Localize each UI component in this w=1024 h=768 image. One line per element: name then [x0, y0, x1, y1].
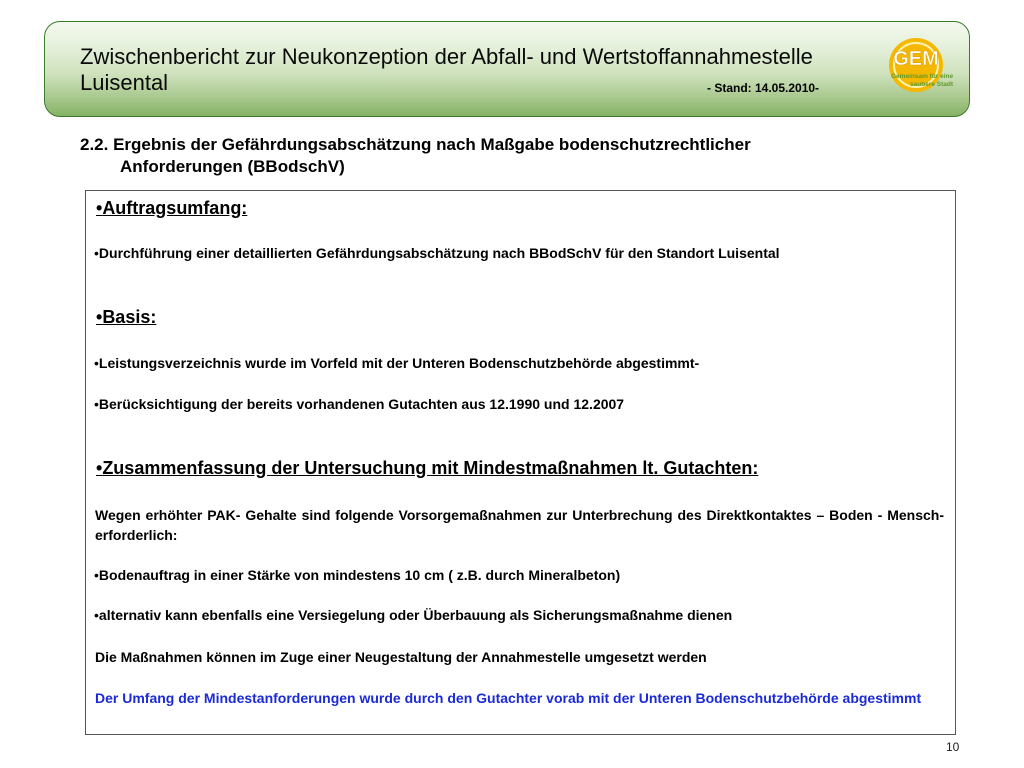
auftragsumfang-heading: •Auftragsumfang: [96, 198, 248, 218]
slide-title-line2: Luisental [80, 70, 169, 95]
basis-heading: •Basis: [96, 307, 157, 327]
logo-tagline-2: saubere Stadt [910, 81, 953, 88]
slide-title-line1: Zwischenbericht zur Neukonzeption der Abfall- und Wertstoffannahmestelle [80, 44, 813, 69]
summary-heading: •Zusammenfassung der Untersuchung mit Mindestmaßnahmen lt. Gutachten: [96, 458, 759, 478]
basis-item-2: •Berücksichtigung der bereits vorhandenen Gutachten aus 12.1990 und 12.2007 [94, 396, 625, 412]
measures-note: Die Maßnahmen können im Zuge einer Neugestaltung der Annahmestelle umgesetzt werden [95, 649, 707, 665]
basis-item-1: •Leistungsverzeichnis wurde im Vorfeld mit der Unteren Bodenschutzbehörde abgestimmt- [94, 355, 700, 371]
logo-tagline-1: Gemeinsam für eine [891, 73, 954, 80]
summary-item-1: •Bodenauftrag in einer Stärke von mindestens 10 cm ( z.B. durch Mineralbeton) [94, 567, 621, 583]
stand-date: - Stand: 14.05.2010- [707, 81, 820, 95]
section-heading-line1: 2.2. Ergebnis der Gefährdungsabschätzung nach Maßgabe bodenschutzrechtlicher [80, 135, 751, 154]
auftrag-item: •Durchführung einer detaillierten Gefährdungsabschätzung nach BBodSchV für den Standort Luisental [94, 245, 780, 261]
summary-item-2: •alternativ kann ebenfalls eine Versiegelung oder Überbauung als Sicherungsmaßnahme dienen [94, 607, 733, 623]
page-number: 10 [946, 740, 960, 754]
gem-logo [886, 35, 958, 99]
section-heading-line2: Anforderungen (BBodschV) [120, 157, 345, 176]
slide-title [80, 44, 813, 96]
summary-paragraph: Wegen erhöhter PAK- Gehalte sind folgende Vorsorgemaßnahmen zur Unterbrechung des Direktkontaktes – Boden - Mensch- erforderlich: [95, 507, 944, 543]
logo-text: GEM [893, 48, 939, 70]
section-heading [80, 134, 751, 178]
scope-note: Der Umfang der Mindestanforderungen wurde durch den Gutachter vorab mit der Unteren Bodenschutzbehörde abgestimmt [95, 690, 922, 706]
